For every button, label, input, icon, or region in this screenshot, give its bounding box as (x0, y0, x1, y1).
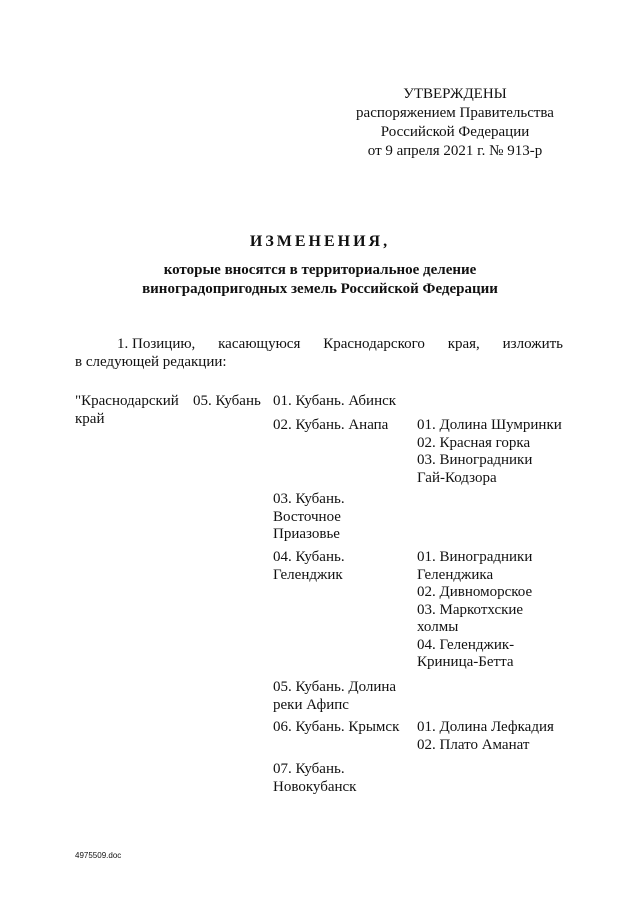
subzone-name: Геленджик (273, 566, 343, 583)
site-name: 03. Виноградники (417, 452, 533, 468)
subzone-name: 01. Кубань. Абинск (273, 393, 397, 409)
subzone-cell (273, 491, 345, 544)
site-name: 02. Плато Аманат (417, 736, 530, 753)
subzone-name: Восточное (273, 508, 341, 525)
subzone-cell (273, 393, 396, 411)
document-footer: 4975509.doc (75, 851, 122, 860)
site-name: 02. Дивноморское (417, 584, 533, 600)
intro-paragraph-line (117, 336, 563, 353)
subzone-cell (273, 719, 399, 737)
region-name: край (75, 410, 105, 427)
subzone-cell (273, 679, 396, 714)
approval-line: Российской Федерации (380, 124, 530, 140)
document-title: ИЗМЕНЕНИЯ, (249, 233, 391, 250)
subtitle-line: виноградопригодных земель Российской Федерации (142, 281, 498, 297)
subzone-name: 02. Кубань. Анапа (273, 417, 389, 433)
intro-word: касающуюся (218, 336, 301, 352)
subzone-name: реки Афипс (273, 696, 349, 713)
region-name: "Краснодарский (75, 393, 179, 409)
intro-word: 1. Позицию, (117, 336, 196, 352)
site-name: 01. Виноградники (417, 549, 533, 565)
subzone-name: 05. Кубань. Долина (273, 679, 397, 695)
site-name: Геленджика (417, 566, 494, 583)
zone-cell: 05. Кубань (193, 393, 261, 409)
subzone-name: 07. Кубань. (273, 761, 345, 777)
subzone-cell (273, 417, 388, 435)
subzone-name: 04. Кубань. (273, 549, 345, 565)
site-cell (417, 417, 562, 487)
intro-word: Краснодарского (323, 336, 425, 352)
subzone-name: Новокубанск (273, 778, 357, 795)
site-name: Гай-Кодзора (417, 469, 497, 486)
site-name: 02. Красная горка (417, 434, 531, 451)
site-name: 03. Маркотхские (417, 601, 524, 618)
approval-date: от 9 апреля 2021 г. № 913-р (367, 143, 543, 159)
subtitle-line: которые вносятся в территориальное деление (163, 262, 477, 278)
subzone-cell (273, 761, 356, 796)
intro-word: края, (447, 336, 480, 352)
site-name: 04. Геленджик- (417, 636, 515, 653)
subzone-name: Приазовье (273, 526, 340, 542)
site-name: холмы (417, 619, 459, 635)
region-cell (75, 393, 179, 428)
site-name: Криница-Бетта (417, 654, 514, 670)
intro-paragraph-line2: в следующей редакции: (75, 354, 227, 370)
site-cell (417, 719, 554, 754)
subzone-name: 03. Кубань. (273, 491, 345, 507)
site-name: 01. Долина Лефкадия (417, 719, 554, 735)
site-cell (417, 549, 532, 672)
site-name: 01. Долина Шумринки (417, 417, 562, 433)
approval-heading: УТВЕРЖДЕНЫ (403, 86, 507, 102)
approval-block (340, 85, 570, 161)
approval-line: распоряжением Правительства (356, 105, 554, 121)
subzone-cell (273, 549, 345, 584)
subzone-name: 06. Кубань. Крымск (273, 719, 400, 735)
document-subtitle (0, 261, 640, 299)
intro-word: изложить (502, 336, 563, 352)
